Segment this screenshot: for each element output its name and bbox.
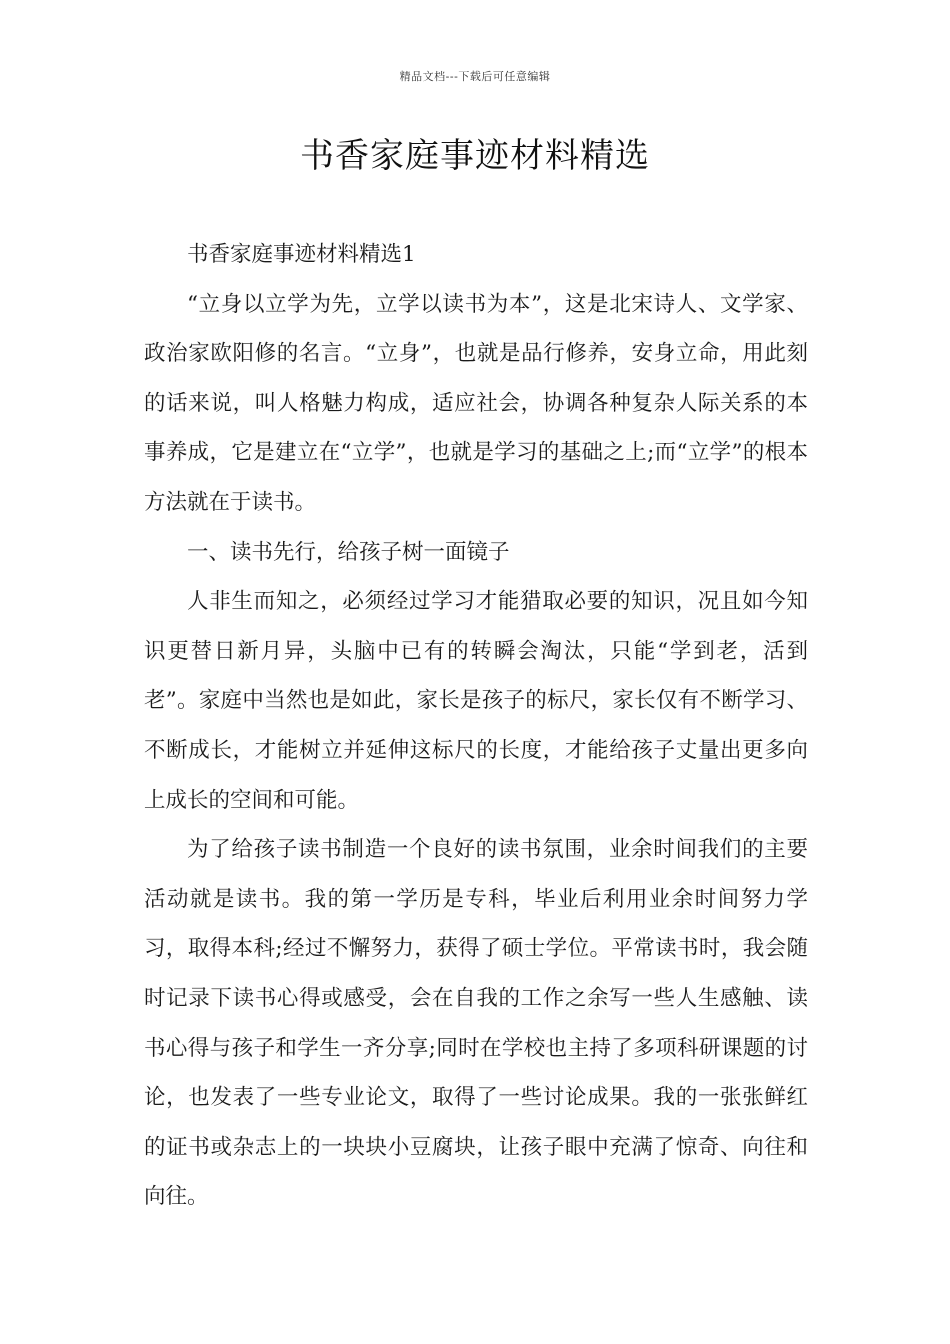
paragraph: “立身以立学为先，立学以读书为本”，这是北宋诗人、文学家、政治家欧阳修的名言。“立身”，也就是品行修养，安身立命，用此刻的话来说，叫人格魅力构成，适应社会，协调各种复杂人际关系的本事养成，它是建立在“立学”，也就是学习的基础之上;而“立学”的根本方法就在于读书。: [144, 291, 808, 515]
section-heading: 书香家庭事迹材料精选1: [187, 242, 416, 267]
paragraph: 为了给孩子读书制造一个良好的读书氛围，业余时间我们的主要活动就是读书。我的第一学历是专科，毕业后利用业余时间努力学习，取得本科;经过不懈努力，获得了硕士学位。平常读书时，我会随时记录下读书心得或感受，会在自我的工作之余写一些人生感触、读书心得与孩子和学生一齐分享;同时在学校也主持了多项科研课题的讨论，也发表了一些专业论文，取得了一些讨论成果。我的一张张鲜红的证书或杂志上的一块块小豆腐块，让孩子眼中充满了惊奇、向往和向往。: [144, 837, 808, 1210]
header-note: 精品文档---下载后可任意编辑: [399, 70, 551, 83]
section-heading: 一、读书先行，给孩子树一面镜子: [187, 539, 510, 565]
document-title: 书香家庭事迹材料精选: [300, 136, 650, 176]
paragraph: 人非生而知之，必须经过学习才能猎取必要的知识，况且如今知识更替日新月异，头脑中已有的转瞬会淘汰，只能“学到老，活到老”。家庭中当然也是如此，家长是孩子的标尺，家长仅有不断学习、不断成长，才能树立并延伸这标尺的长度，才能给孩子丈量出更多向上成长的空间和可能。: [144, 589, 808, 813]
document-body: [144, 230, 808, 1222]
